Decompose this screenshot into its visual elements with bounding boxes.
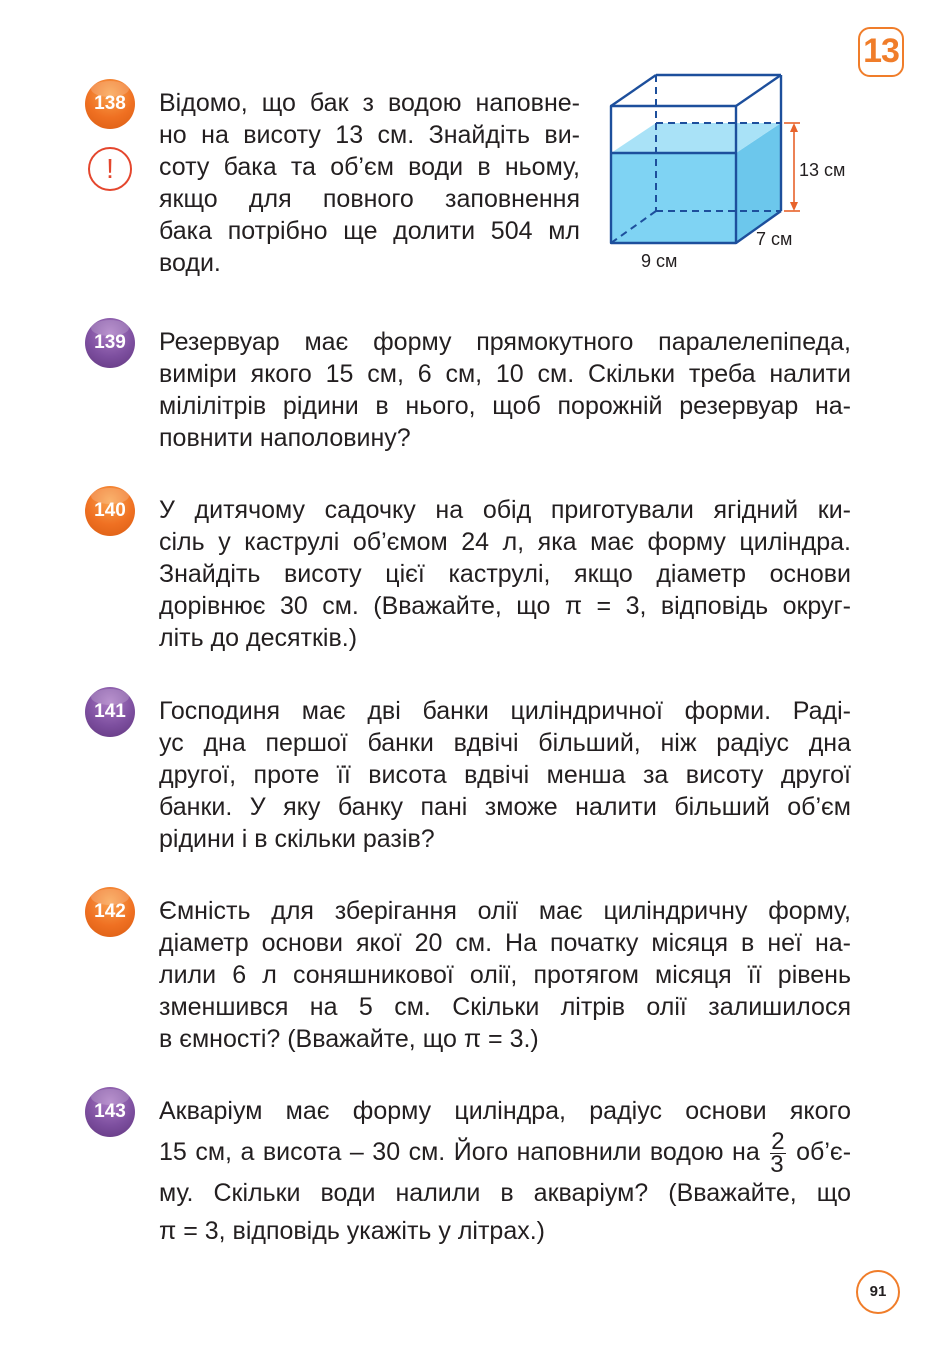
fraction-numerator: 2: [771, 1127, 785, 1155]
task-line: Знайдіть висоту цієї каструлі, якщо діаметр основи: [159, 560, 851, 588]
task-line: Ємність для зберігання олії має циліндричну форму,: [159, 897, 851, 925]
task-line: дорівнює 30 см. (Вважайте, що π = 3, відповідь округ-: [159, 592, 851, 620]
task-line: рідини і в скільки разів?: [159, 825, 435, 853]
task-line: сіль у каструлі об’ємом 24 л, яка має форму циліндра.: [159, 528, 851, 556]
task-line: Господиня має дві банки циліндричної форми. Раді-: [159, 697, 851, 725]
task-number-badge: [85, 486, 135, 536]
task-text: [159, 895, 851, 1055]
task-line: другої, проте її висота вдвічі менша за висоту другої: [159, 761, 851, 789]
task-text: [159, 1095, 851, 1247]
height-label: 13 см: [799, 160, 846, 180]
task-line-part: 15 см, а висота – 30 см. Його наповнили водою на: [159, 1138, 760, 1166]
task-line: му. Скільки води налили в акваріум? (Вважайте, що: [159, 1179, 851, 1207]
task-number: 138: [94, 93, 126, 114]
task-line: ус дна першої банки вдвічі більший, ніж радіус дна: [159, 729, 851, 757]
task-line-with-fraction: [159, 1127, 851, 1177]
exclamation-icon: !: [88, 147, 132, 191]
fraction-denominator: 3: [770, 1150, 784, 1178]
task-line: повнити наполовину?: [159, 424, 411, 452]
task-line: Відомо, що бак з водою наповне-: [159, 89, 580, 117]
task-number: 140: [94, 500, 126, 521]
task-line: бака потрібно ще долити 504 мл: [159, 217, 580, 245]
page-number: 91: [856, 1270, 900, 1314]
task-line: соту бака та об’єм води в ньому,: [159, 153, 580, 181]
task-text: [159, 695, 851, 855]
task-number-badge: [85, 1087, 135, 1137]
task-number: 143: [94, 1101, 126, 1122]
task-line: π = 3, відповідь укажіть у літрах.): [159, 1217, 545, 1245]
task-text: [159, 326, 851, 454]
task-line: в ємності? (Вважайте, що π = 3.): [159, 1025, 539, 1053]
task-line: води.: [159, 249, 221, 277]
depth-label: 7 см: [756, 229, 793, 249]
task-line: Акваріум має форму циліндра, радіус основи якого: [159, 1097, 851, 1125]
task-line: якщо для повного заповнення: [159, 185, 580, 213]
task-number-badge: [85, 887, 135, 937]
chapter-number-badge: 13: [858, 27, 904, 77]
task-text: [159, 494, 851, 654]
task-number-badge: [85, 687, 135, 737]
task-line: но на висоту 13 см. Знайдіть ви-: [159, 121, 580, 149]
fraction: [770, 1127, 785, 1178]
width-label: 9 см: [641, 251, 678, 271]
tank-figure: [600, 65, 860, 280]
task-text: [159, 87, 580, 279]
task-line: лили 6 л соняшникової олії, протягом місяця її рівень: [159, 961, 851, 989]
task-line: У дитячому садочку на обід приготували ягідний ки-: [159, 496, 851, 524]
task-line: діаметр основи якої 20 см. На початку місяця в неї на-: [159, 929, 851, 957]
task-number: 142: [94, 901, 126, 922]
task-line-part: об’є-: [796, 1138, 852, 1166]
task-line: Резервуар має форму прямокутного паралелепіпеда,: [159, 328, 851, 356]
task-number: 141: [94, 701, 126, 722]
task-line: мілілітрів рідини в нього, щоб порожній резервуар на-: [159, 392, 851, 420]
task-number-badge: [85, 79, 135, 129]
task-line: виміри якого 15 см, 6 см, 10 см. Скільки треба налити: [159, 360, 851, 388]
task-number: 139: [94, 332, 126, 353]
task-line: зменшився на 5 см. Скільки літрів олії залишилося: [159, 993, 851, 1021]
water-front: [611, 153, 736, 243]
task-line: літь до десятків.): [159, 624, 358, 652]
task-line: банки. У яку банку пані зможе налити більший об’єм: [159, 793, 851, 821]
task-number-badge: [85, 318, 135, 368]
